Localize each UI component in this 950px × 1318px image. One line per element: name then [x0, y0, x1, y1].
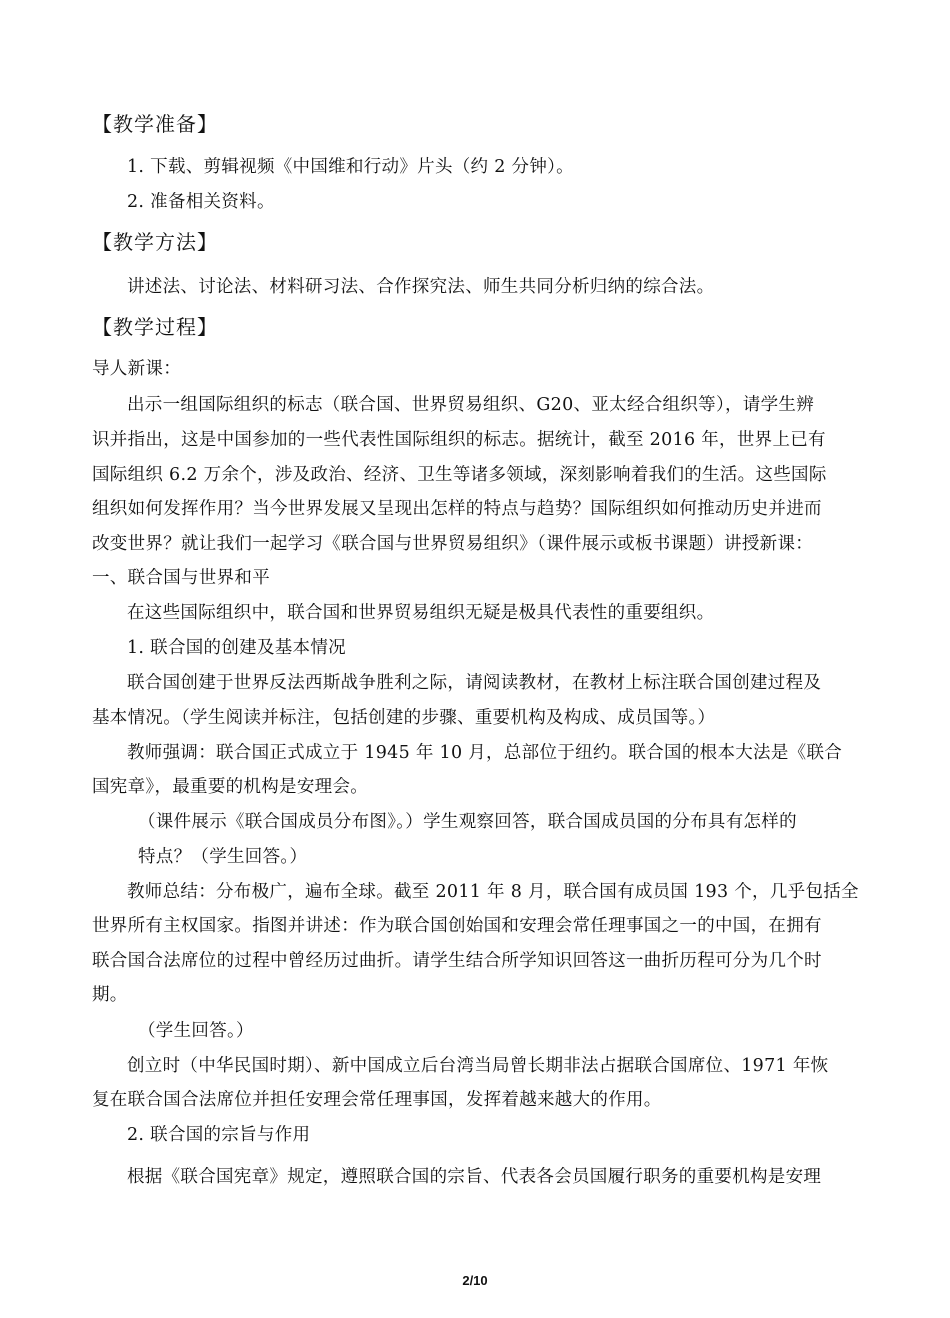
text-line: 联合国创建于世界反法西斯战争胜利之际，请阅读教材，在教材上标注联合国创建过程及	[127, 673, 822, 693]
text-line: 国际组织 6.2 万余个，涉及政治、经济、卫生等诸多领域，深刻影响着我们的生活。这些国际	[92, 465, 827, 485]
section-heading-process: 【教学过程】	[92, 315, 218, 339]
text-line: 2. 联合国的宗旨与作用	[127, 1125, 311, 1145]
text-line: 一、联合国与世界和平	[92, 568, 270, 588]
text-line: 联合国合法席位的过程中曾经历过曲折。请学生结合所学知识回答这一曲折历程可分为几个时	[92, 951, 822, 971]
text-line: 组织如何发挥作用？当今世界发展又呈现出怎样的特点与趋势？国际组织如何推动历史并进而	[92, 499, 822, 519]
text-line: 国宪章》，最重要的机构是安理会。	[92, 777, 369, 797]
text-line: 在这些国际组织中，联合国和世界贸易组织无疑是极具代表性的重要组织。	[127, 603, 715, 623]
text-line: 特点？（学生回答。）	[138, 847, 308, 867]
text-line: （课件展示《联合国成员分布图》。）学生观察回答，联合国成员国的分布具有怎样的	[138, 812, 797, 832]
text-line: 出示一组国际组织的标志（联合国、世界贸易组织、G20、亚太经合组织等），请学生辨	[127, 395, 814, 415]
text-line: 2. 准备相关资料。	[127, 192, 275, 212]
text-line: 教师强调：联合国正式成立于 1945 年 10 月，总部位于纽约。联合国的根本大法是《联合	[127, 743, 843, 763]
page-number: 2/10	[462, 1273, 488, 1288]
text-line: 1. 联合国的创建及基本情况	[127, 638, 346, 658]
text-line: （学生回答。）	[138, 1021, 254, 1041]
text-line: 识并指出，这是中国参加的一些代表性国际组织的标志。据统计，截至 2016 年，世界上已有	[92, 430, 826, 450]
text-line: 复在联合国合法席位并担任安理会常任理事国，发挥着越来越大的作用。	[92, 1090, 662, 1110]
text-line: 期。	[92, 985, 128, 1005]
text-line: 改变世界？就让我们一起学习《联合国与世界贸易组织》（课件展示或板书课题）讲授新课：	[92, 534, 814, 554]
section-heading-methods: 【教学方法】	[92, 230, 218, 254]
text-line: 导人新课：	[92, 359, 181, 379]
text-line: 1. 下载、剪辑视频《中国维和行动》片头（约 2 分钟）。	[127, 157, 574, 177]
text-line: 世界所有主权国家。指图并讲述：作为联合国创始国和安理会常任理事国之一的中国，在拥有	[92, 916, 822, 936]
text-line: 讲述法、讨论法、材料研习法、合作探究法、师生共同分析归纳的综合法。	[127, 277, 715, 297]
text-line: 基本情况。（学生阅读并标注，包括创建的步骤、重要机构及构成、成员国等。）	[92, 708, 716, 728]
section-heading-preparation: 【教学准备】	[92, 112, 218, 136]
text-line: 创立时（中华民国时期）、新中国成立后台湾当局曾长期非法占据联合国席位、1971 年恢	[127, 1056, 829, 1076]
text-line: 根据《联合国宪章》规定，遵照联合国的宗旨、代表各会员国履行职务的重要机构是安理	[127, 1167, 822, 1187]
text-line: 教师总结：分布极广，遍布全球。截至 2011 年 8 月，联合国有成员国 193 个，几乎包括全	[127, 882, 859, 902]
